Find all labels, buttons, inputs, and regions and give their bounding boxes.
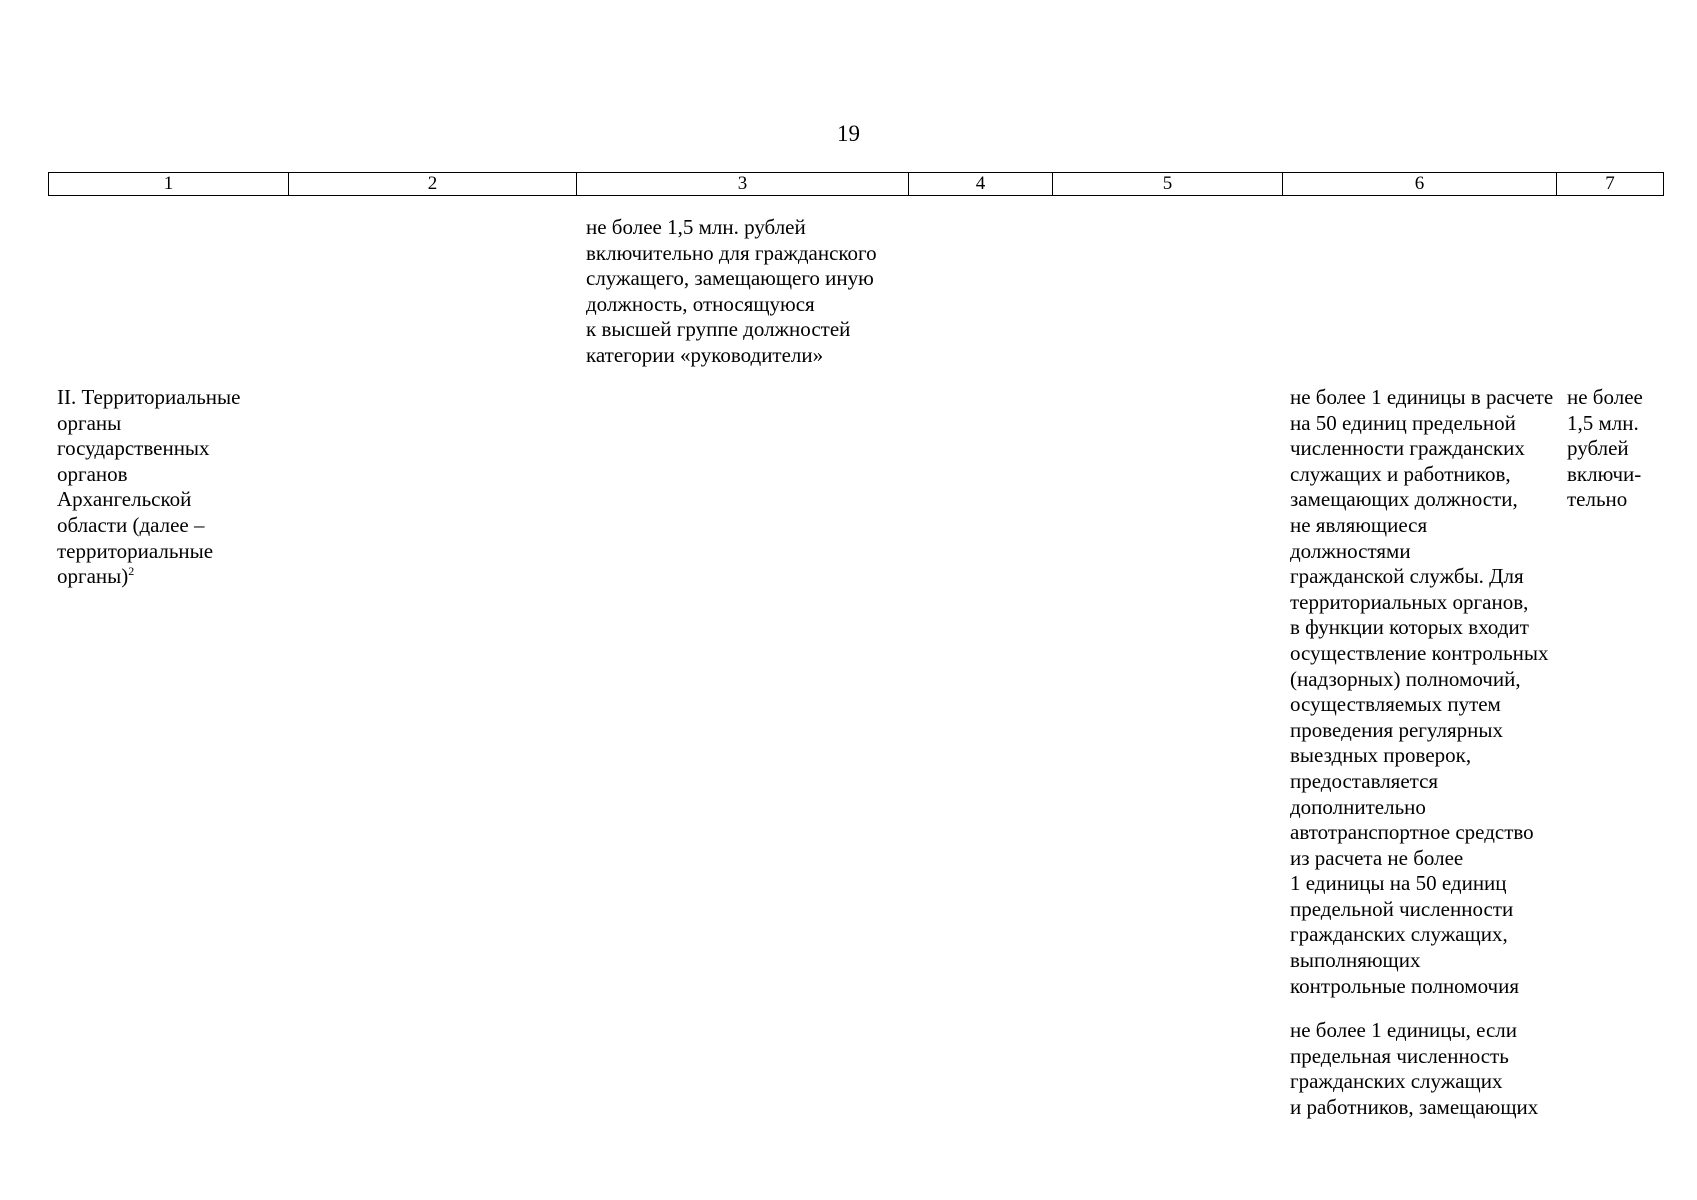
column-number-7: 7	[1557, 173, 1664, 196]
column-number-6: 6	[1283, 173, 1557, 196]
col3-continuation-text: не более 1,5 млн. рублей включительно для гражданского служащего, замещающего иную должность, относящуюся к высшей группе должностей категории «руководители»	[586, 215, 877, 367]
section-title-territorial-bodies	[57, 385, 287, 590]
section-title-text: II. Территориальные органы государственных органов Архангельской области (далее – территориальные органы)	[57, 385, 241, 589]
column-number-1: 1	[49, 173, 289, 196]
column-number-2: 2	[289, 173, 577, 196]
column-number-3: 3	[577, 173, 909, 196]
col7-price-limit-text: не более 1,5 млн. рублей включи- тельно	[1567, 385, 1643, 512]
header-row	[49, 173, 1664, 196]
footnote-marker: 2	[128, 564, 135, 579]
column-number-5: 5	[1053, 173, 1283, 196]
col6-vehicle-norm-text: не более 1 единицы в расчете на 50 единиц предельной численности гражданских служащих и работников, замещающих должности, не являющиеся должностями гражданской службы. Для территориальных органов, в функции которых входит осуществление контрольных (надзорных) полномочий, осуществляемых путем проведения регулярных выездных проверок, предоставляется дополнительно автотранспортное средство из расчета не более 1 единицы на 50 единиц предельной численности гражданских служащих, выполняющих контрольные полномочия	[1290, 385, 1554, 998]
col6-second-norm-text: не более 1 единицы, если предельная численность гражданских служащих и работников, замещающих	[1290, 1018, 1539, 1119]
column-number-4: 4	[909, 173, 1053, 196]
column-number-header	[48, 172, 1664, 196]
page-number: 19	[837, 121, 860, 146]
